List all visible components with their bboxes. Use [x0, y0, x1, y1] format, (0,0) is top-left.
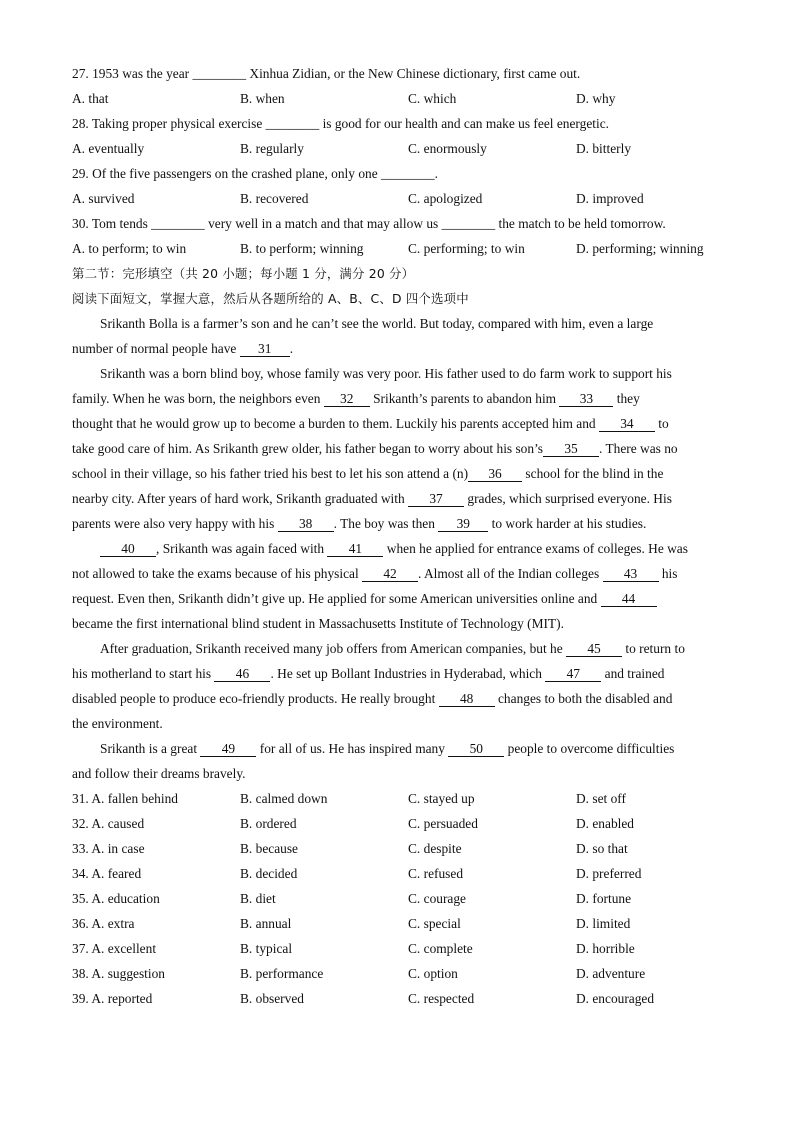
option-b: B. annual	[240, 916, 292, 931]
passage-line	[72, 511, 722, 536]
question-27-stem: 27. 1953 was the year ________ Xinhua Zidian, or the New Chinese dictionary, first came out.	[72, 66, 581, 81]
option-a: 36. A. extra	[72, 916, 135, 931]
passage-line	[72, 386, 722, 411]
section-instruction: 阅读下面短文，掌握大意，然后从各题所给的 A、B、C、D 四个选项中	[72, 291, 469, 306]
blank-40: 40	[100, 542, 156, 557]
passage-text: changes to both the disabled and	[494, 691, 673, 706]
question-30-stem: 30. Tom tends ________ very well in a match and that may allow us ________ the match to be held tomorrow.	[72, 216, 666, 231]
option-b: B. regularly	[240, 141, 304, 156]
passage-text: parents were also very happy with his	[72, 516, 278, 531]
passage-text: request. Even then, Srikanth didn’t give up. He applied for some American universities online and	[72, 591, 601, 606]
passage-line: became the first international blind student in Massachusetts Institute of Technology (MIT).	[72, 616, 564, 631]
passage-text: grades, which surprised everyone. His	[464, 491, 672, 506]
passage-text: for all of us. He has inspired many	[256, 741, 449, 756]
option-d: D. preferred	[576, 866, 642, 881]
passage-text: thought that he would grow up to become a burden to them. Luckily his parents accepted him and	[72, 416, 599, 431]
option-d: D. fortune	[576, 891, 632, 906]
passage-text: to return to	[622, 641, 685, 656]
passage-text: not allowed to take the exams because of his physical	[72, 566, 363, 581]
blank-44: 44	[601, 592, 657, 607]
option-b: B. decided	[240, 866, 298, 881]
option-c: C. stayed up	[408, 791, 475, 806]
passage-text: they	[613, 391, 640, 406]
option-d: D. limited	[576, 916, 631, 931]
blank-49: 49	[200, 742, 256, 757]
option-a: A. that	[72, 91, 109, 106]
passage-line: Srikanth was a born blind boy, whose family was very poor. His father used to do farm work to support his	[100, 366, 672, 381]
passage-line	[72, 461, 722, 486]
passage-text: to	[654, 416, 669, 431]
option-d: D. adventure	[576, 966, 646, 981]
option-b: B. performance	[240, 966, 324, 981]
blank-33: 33	[559, 392, 613, 407]
passage-text: and trained	[601, 666, 665, 681]
blank-34: 34	[599, 417, 655, 432]
option-c: C. respected	[408, 991, 475, 1006]
blank-32: 32	[324, 392, 370, 407]
passage-text: . The boy was then	[333, 516, 439, 531]
passage-text: nearby city. After years of hard work, Srikanth graduated with	[72, 491, 409, 506]
option-d: D. set off	[576, 791, 626, 806]
passage-line	[72, 636, 722, 661]
passage-text: his	[658, 566, 678, 581]
passage-line	[72, 736, 722, 761]
option-d: D. performing; winning	[576, 241, 704, 256]
question-35-options	[72, 886, 722, 911]
blank-36: 36	[468, 467, 522, 482]
passage-line	[72, 686, 722, 711]
passage-text: when he applied for entrance exams of colleges. He was	[383, 541, 688, 556]
option-c: C. enormously	[408, 141, 487, 156]
question-36-options	[72, 911, 722, 936]
question-34-options	[72, 861, 722, 886]
option-d: D. why	[576, 91, 616, 106]
option-a: 37. A. excellent	[72, 941, 157, 956]
passage-text: school in their village, so his father tried his best to let his son attend a (n)	[72, 466, 469, 481]
blank-37: 37	[408, 492, 464, 507]
passage-line: and follow their dreams bravely.	[72, 766, 246, 781]
passage-text: .	[289, 341, 294, 356]
option-a: 31. A. fallen behind	[72, 791, 178, 806]
option-d: D. horrible	[576, 941, 635, 956]
section-heading: 第二节：完形填空（共 20 小题；每小题 1 分，满分 20 分）	[72, 266, 415, 281]
option-b: B. ordered	[240, 816, 297, 831]
passage-text: , Srikanth was again faced with	[156, 541, 328, 556]
option-a: A. survived	[72, 191, 135, 206]
passage-text: his motherland to start his	[72, 666, 215, 681]
passage-line	[72, 336, 722, 361]
blank-41: 41	[327, 542, 383, 557]
option-b: B. because	[240, 841, 299, 856]
passage-line	[72, 486, 722, 511]
question-30-options	[72, 236, 722, 261]
question-29-options	[72, 186, 722, 211]
blank-45: 45	[566, 642, 622, 657]
blank-46: 46	[214, 667, 270, 682]
option-c: C. apologized	[408, 191, 483, 206]
passage-line	[72, 436, 722, 461]
blank-38: 38	[278, 517, 334, 532]
blank-43: 43	[603, 567, 659, 582]
option-a: A. to perform; to win	[72, 241, 187, 256]
option-c: C. special	[408, 916, 461, 931]
question-33-options	[72, 836, 722, 861]
option-d: D. encouraged	[576, 991, 655, 1006]
question-29-stem: 29. Of the five passengers on the crashed plane, only one ________.	[72, 166, 438, 181]
option-a: 34. A. feared	[72, 866, 142, 881]
option-b: B. observed	[240, 991, 304, 1006]
question-37-options	[72, 936, 722, 961]
question-38-options	[72, 961, 722, 986]
option-b: B. diet	[240, 891, 276, 906]
option-c: C. courage	[408, 891, 467, 906]
passage-text: Srikanth is a great	[100, 741, 201, 756]
blank-31: 31	[240, 342, 290, 357]
question-27-options	[72, 86, 722, 111]
question-39-options	[72, 986, 722, 1011]
blank-42: 42	[362, 567, 418, 582]
passage-line	[72, 561, 722, 586]
option-c: C. performing; to win	[408, 241, 525, 256]
passage-text: school for the blind in the	[522, 466, 664, 481]
option-c: C. persuaded	[408, 816, 478, 831]
question-32-options	[72, 811, 722, 836]
option-a: 38. A. suggestion	[72, 966, 165, 981]
passage-text: . There was no	[599, 441, 678, 456]
option-c: C. despite	[408, 841, 462, 856]
option-d: D. improved	[576, 191, 644, 206]
option-b: B. calmed down	[240, 791, 328, 806]
passage-text: . Almost all of the Indian colleges	[418, 566, 603, 581]
passage-line: the environment.	[72, 716, 163, 731]
option-d: D. so that	[576, 841, 628, 856]
passage-text: Srikanth’s parents to abandon him	[369, 391, 560, 406]
option-b: B. to perform; winning	[240, 241, 364, 256]
passage-text: family. When he was born, the neighbors even	[72, 391, 324, 406]
passage-text: disabled people to produce eco-friendly products. He really brought	[72, 691, 439, 706]
option-a: 32. A. caused	[72, 816, 145, 831]
passage-text: take good care of him. As Srikanth grew older, his father began to worry about his son’s	[72, 441, 544, 456]
option-c: C. complete	[408, 941, 473, 956]
option-b: B. typical	[240, 941, 293, 956]
option-b: B. when	[240, 91, 285, 106]
question-28-stem: 28. Taking proper physical exercise ________ is good for our health and can make us feel energetic.	[72, 116, 609, 131]
passage-line	[72, 411, 722, 436]
option-c: C. option	[408, 966, 458, 981]
option-a: 33. A. in case	[72, 841, 145, 856]
question-28-options	[72, 136, 722, 161]
option-a: 39. A. reported	[72, 991, 153, 1006]
option-d: D. bitterly	[576, 141, 632, 156]
passage-text: to work harder at his studies.	[488, 516, 647, 531]
blank-50: 50	[448, 742, 504, 757]
option-a: 35. A. education	[72, 891, 160, 906]
exam-page	[72, 61, 722, 1011]
blank-39: 39	[438, 517, 488, 532]
passage-text: number of normal people have	[72, 341, 240, 356]
option-a: A. eventually	[72, 141, 145, 156]
passage-line	[72, 536, 722, 561]
passage-text: . He set up Bollant Industries in Hyderabad, which	[270, 666, 546, 681]
question-31-options	[72, 786, 722, 811]
option-b: B. recovered	[240, 191, 309, 206]
option-c: C. which	[408, 91, 457, 106]
option-d: D. enabled	[576, 816, 635, 831]
blank-47: 47	[545, 667, 601, 682]
blank-48: 48	[439, 692, 495, 707]
option-c: C. refused	[408, 866, 464, 881]
blank-35: 35	[543, 442, 599, 457]
passage-line	[72, 661, 722, 686]
passage-line	[72, 586, 722, 611]
passage-text: people to overcome difficulties	[504, 741, 675, 756]
passage-text: After graduation, Srikanth received many job offers from American companies, but he	[100, 641, 567, 656]
passage-line: Srikanth Bolla is a farmer’s son and he can’t see the world. But today, compared with him, even a large	[100, 316, 654, 331]
